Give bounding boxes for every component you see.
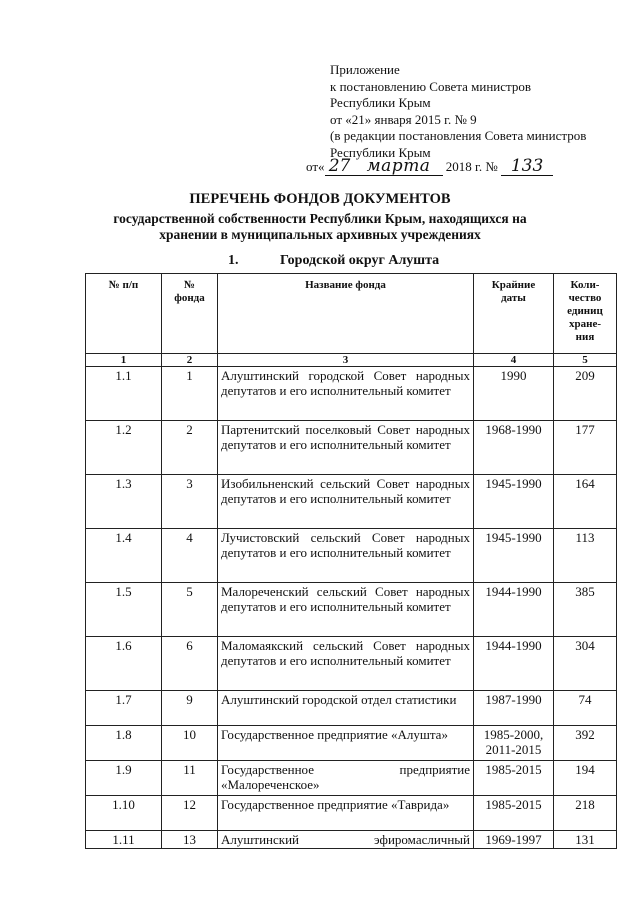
- row-name: Изобильненский сельский Совет народных депутатов и его исполнительный комитет: [218, 475, 474, 529]
- appendix-line: Республики Крым: [330, 95, 431, 111]
- row-name: Партенитский поселковый Совет народных депутатов и его исполнительный комитет: [218, 421, 474, 475]
- row-num: 1.10: [86, 796, 162, 831]
- row-dates: 1945-1990: [474, 529, 554, 583]
- index-cell: 1: [86, 354, 162, 367]
- row-dates: 1944-1990: [474, 637, 554, 691]
- row-name: Малореченский сельский Совет народных депутатов и его исполнительный комитет: [218, 583, 474, 637]
- row-fund: 3: [162, 475, 218, 529]
- row-fund: 9: [162, 691, 218, 726]
- index-cell: 3: [218, 354, 474, 367]
- table-row: [86, 529, 617, 583]
- index-cell: 5: [554, 354, 617, 367]
- document-title: ПЕРЕЧЕНЬ ФОНДОВ ДОКУМЕНТОВ: [189, 191, 451, 207]
- section-name: Городской округ Алушта: [280, 253, 440, 268]
- row-dates: 1990: [474, 367, 554, 421]
- appendix-header: [330, 62, 586, 162]
- row-name: Государственное предприятие «Таврида»: [218, 796, 474, 831]
- document-subtitle: государственной собственности Республики Крым, находящихся на: [113, 211, 527, 226]
- table-row: [86, 761, 617, 796]
- section-number: 1.: [228, 253, 239, 268]
- header-name: Название фонда: [218, 274, 474, 354]
- row-fund: 5: [162, 583, 218, 637]
- row-name: Алуштинский эфиромасличный: [218, 831, 474, 849]
- row-name: Лучистовский сельский Совет народных депутатов и его исполнительный комитет: [218, 529, 474, 583]
- row-num: 1.4: [86, 529, 162, 583]
- section-heading: [228, 253, 439, 269]
- column-index-row: [86, 354, 617, 367]
- row-fund: 6: [162, 637, 218, 691]
- row-num: 1.2: [86, 421, 162, 475]
- row-num: 1.1: [86, 367, 162, 421]
- row-units: 113: [554, 529, 617, 583]
- date-prefix: от«: [306, 159, 325, 174]
- handwritten-number: 133: [501, 157, 553, 176]
- row-fund: 11: [162, 761, 218, 796]
- row-num: 1.8: [86, 726, 162, 761]
- row-num: 1.6: [86, 637, 162, 691]
- table-row: [86, 726, 617, 761]
- appendix-line: (в редакции постановления Совета министров: [330, 128, 587, 144]
- row-units: 194: [554, 761, 617, 796]
- row-units: 385: [554, 583, 617, 637]
- table-row: [86, 691, 617, 726]
- row-dates: 1985-2015: [474, 796, 554, 831]
- row-num: 1.11: [86, 831, 162, 849]
- header-fund: № фонда: [162, 274, 218, 354]
- table-row: [86, 583, 617, 637]
- row-name: Алуштинский городской отдел статистики: [218, 691, 474, 726]
- table-row: [86, 796, 617, 831]
- row-units: 131: [554, 831, 617, 849]
- funds-table: [85, 273, 617, 849]
- row-dates: 1968-1990: [474, 421, 554, 475]
- row-num: 1.9: [86, 761, 162, 796]
- row-units: 209: [554, 367, 617, 421]
- appendix-line: от «21» января 2015 г. № 9: [330, 111, 477, 127]
- table-row: [86, 475, 617, 529]
- appendix-line: к постановлению Совета министров: [330, 78, 531, 94]
- row-fund: 2: [162, 421, 218, 475]
- table-row: [86, 421, 617, 475]
- row-dates: 1985-2000, 2011-2015: [474, 726, 554, 761]
- amendment-date-line: [306, 157, 553, 176]
- row-fund: 10: [162, 726, 218, 761]
- row-dates: 1987-1990: [474, 691, 554, 726]
- header-units: Коли- чество единиц хране- ния: [554, 274, 617, 354]
- appendix-line: Приложение: [330, 62, 400, 77]
- row-units: 304: [554, 637, 617, 691]
- row-units: 392: [554, 726, 617, 761]
- table-row: [86, 367, 617, 421]
- row-dates: 1969-1997: [474, 831, 554, 849]
- appendix-line: Республики Крым: [330, 144, 431, 160]
- row-num: 1.7: [86, 691, 162, 726]
- row-dates: 1945-1990: [474, 475, 554, 529]
- row-units: 164: [554, 475, 617, 529]
- row-name: Государственное предприятие «Алушта»: [218, 726, 474, 761]
- header-num: № п/п: [86, 274, 162, 354]
- row-fund: 4: [162, 529, 218, 583]
- table-row: [86, 831, 617, 849]
- row-num: 1.5: [86, 583, 162, 637]
- header-dates: Крайние даты: [474, 274, 554, 354]
- row-fund: 13: [162, 831, 218, 849]
- table-header-row: [86, 274, 617, 354]
- row-fund: 12: [162, 796, 218, 831]
- document-subtitle: хранении в муниципальных архивных учреждениях: [159, 227, 481, 242]
- row-fund: 1: [162, 367, 218, 421]
- row-name: Алуштинский городской Совет народных депутатов и его исполнительный комитет: [218, 367, 474, 421]
- handwritten-day: 27: [325, 157, 355, 176]
- handwritten-month: марта: [355, 157, 443, 176]
- index-cell: 2: [162, 354, 218, 367]
- row-num: 1.3: [86, 475, 162, 529]
- row-units: 177: [554, 421, 617, 475]
- row-name: Маломаякский сельский Совет народных депутатов и его исполнительный комитет: [218, 637, 474, 691]
- row-dates: 1985-2015: [474, 761, 554, 796]
- row-units: 218: [554, 796, 617, 831]
- table-row: [86, 637, 617, 691]
- date-year: 2018 г. №: [445, 159, 498, 174]
- index-cell: 4: [474, 354, 554, 367]
- row-name: Государственное предприятие «Малореченское»: [218, 761, 474, 796]
- row-dates: 1944-1990: [474, 583, 554, 637]
- row-units: 74: [554, 691, 617, 726]
